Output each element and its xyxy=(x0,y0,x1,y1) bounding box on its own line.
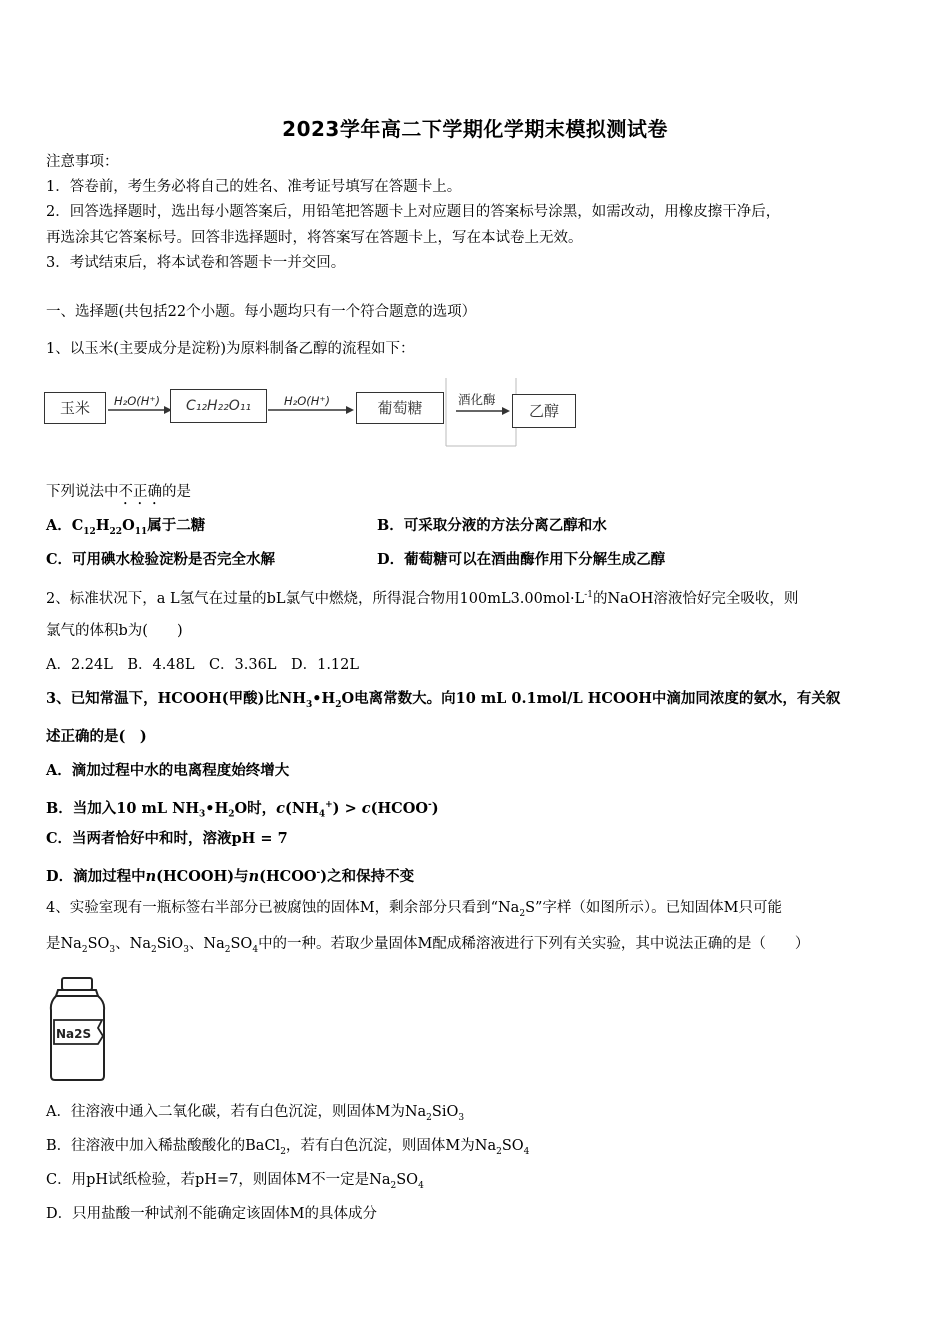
subscript: 2 xyxy=(390,1180,397,1191)
subscript: 2 xyxy=(81,944,88,955)
text: ，若有白色沉淀，则固体M为Na xyxy=(285,1138,497,1154)
subscript: 2 xyxy=(228,809,235,820)
bottle-label-text: Na2S xyxy=(56,1027,92,1041)
q1-option-b: B．可采取分液的方法分离乙醇和水 xyxy=(377,517,607,534)
notice-item-3: 3．考试结束后，将本试卷和答题卡一并交回。 xyxy=(46,255,346,271)
superscript: -1 xyxy=(584,590,593,600)
subscript: 2 xyxy=(496,1146,502,1157)
subscript: 3 xyxy=(183,944,189,955)
subscript: 2 xyxy=(224,944,231,955)
text: 2、标准状况下，a L氢气在过量的bL氯气中燃烧，所得混合物用100mL3.00mol·L xyxy=(46,590,585,607)
subscript: 4 xyxy=(523,1146,530,1157)
subscript: 22 xyxy=(109,526,123,537)
subscript: 2 xyxy=(280,1146,286,1157)
subscript: 4 xyxy=(252,944,259,955)
q4-stem xyxy=(46,898,782,924)
text: O时， xyxy=(234,799,277,817)
text: 、Na xyxy=(115,936,151,952)
q1-prompt-emphasis: 不正确 xyxy=(118,484,162,500)
text: (HCOO xyxy=(370,799,428,817)
flow-arrow-label-2: H₂O(H⁺) xyxy=(284,394,330,408)
text: 3、已知常温下，HCOOH(甲酸)比NH xyxy=(46,690,306,707)
flow-box-corn: 玉米 xyxy=(44,392,106,424)
q4-option-c xyxy=(46,1170,424,1196)
superscript: - xyxy=(316,868,321,878)
q1-option-c: C．可用碘水检验淀粉是否完全水解 xyxy=(46,551,276,568)
text: ) > xyxy=(332,799,362,817)
text: 、Na xyxy=(188,936,225,952)
subscript: 2 xyxy=(150,944,157,955)
text: 是Na xyxy=(46,936,82,952)
text: ) xyxy=(431,799,439,817)
notice-item-2: 2．回答选择题时，选出每小题答案后，用铅笔把答题卡上对应题目的答案标号涂黑，如需改动，用橡皮擦干净后， xyxy=(46,204,781,220)
flow-box-disaccharide: C₁₂H₂₂O₁₁ xyxy=(170,389,267,423)
q3-option-b xyxy=(46,795,439,825)
q1-stem: 1、以玉米(主要成分是淀粉)为原料制备乙醇的流程如下： xyxy=(46,341,415,357)
text: 属于二糖 xyxy=(147,517,206,534)
italic-var: c xyxy=(361,799,371,817)
subscript: 2 xyxy=(519,908,526,919)
flow-arrow-label-1: H₂O(H⁺) xyxy=(114,394,160,408)
subscript: 4 xyxy=(418,1180,424,1191)
text: 的NaOH溶液恰好完全吸收，则 xyxy=(593,590,799,607)
q4-stem-cont xyxy=(46,934,809,960)
text: )之和保持不变 xyxy=(320,867,415,885)
subscript: 2 xyxy=(426,1112,432,1123)
subscript: 3 xyxy=(199,809,206,820)
superscript: - xyxy=(427,800,432,810)
q3-option-c: C．当两者恰好中和时，溶液pH = 7 xyxy=(46,830,288,847)
subscript: 4 xyxy=(318,809,326,820)
flow-arrows xyxy=(44,378,584,448)
text: A．C xyxy=(46,517,84,534)
flow-arrow-label-3: 酒化酶 xyxy=(458,392,496,407)
text: (HCOO xyxy=(259,867,317,885)
page-title: 2023学年高二下学期化学期末模拟测试卷 xyxy=(282,117,668,141)
notice-item-1: 1．答卷前，考生务必将自己的姓名、准考证号填写在答题卡上。 xyxy=(46,179,462,195)
text: O电离常数大。向10 mL 0.1mol/L HCOOH中滴加同浓度的氨水，有关叙 xyxy=(341,690,841,707)
superscript: + xyxy=(325,800,333,810)
q4-option-b xyxy=(46,1136,529,1162)
text: 4、实验室现有一瓶标签右半部分已被腐蚀的固体M，剩余部分只看到“Na xyxy=(46,900,520,916)
text: SiO xyxy=(156,936,184,952)
q1-option-a xyxy=(46,516,205,542)
q4-option-a xyxy=(46,1102,464,1128)
text: (NH xyxy=(285,799,319,817)
text: C．用pH试纸检验，若pH=7，则固体M不一定是Na xyxy=(46,1172,391,1188)
q2-stem-cont: 氯气的体积b为( ) xyxy=(46,623,183,639)
q1-prompt xyxy=(46,482,191,508)
text: B．往溶液中加入稀盐酸酸化的BaCl xyxy=(46,1138,281,1154)
text: •H xyxy=(312,690,336,707)
bottle-drawing xyxy=(46,976,110,1084)
q3-option-d xyxy=(46,863,414,887)
q1-prompt-part: 的是 xyxy=(162,484,191,500)
text: S”字样（如图所示）。已知固体M只可能 xyxy=(525,900,783,916)
text: D．滴加过程中 xyxy=(46,867,146,885)
text: (HCOOH)与 xyxy=(156,867,249,885)
subscript: 3 xyxy=(305,699,313,710)
text: •H xyxy=(205,799,229,817)
text: A．往溶液中通入二氧化碳，若有白色沉淀，则固体M为Na xyxy=(46,1104,427,1120)
notice-item-2-cont: 再选涂其它答案标号。回答非选择题时，将答案写在答题卡上，写在本试卷上无效。 xyxy=(46,230,583,246)
text: B．当加入10 mL NH xyxy=(46,799,200,817)
flow-box-ethanol: 乙醇 xyxy=(512,394,576,428)
flow-box-glucose: 葡萄糖 xyxy=(356,392,444,424)
section-heading: 一、选择题(共包括22个小题。每小题均只有一个符合题意的选项） xyxy=(46,304,477,320)
subscript: 3 xyxy=(458,1112,465,1123)
subscript: 2 xyxy=(335,699,342,710)
q1-flow-diagram xyxy=(44,378,584,448)
q3-option-a: A．滴加过程中水的电离程度始终增大 xyxy=(46,762,290,779)
text: SO xyxy=(396,1172,419,1188)
text: O xyxy=(122,517,135,534)
text: SO xyxy=(501,1138,524,1154)
q2-stem xyxy=(46,585,798,609)
q4-option-d: D．只用盐酸一种试剂不能确定该固体M的具体成分 xyxy=(46,1206,377,1222)
q3-stem xyxy=(46,689,840,715)
notice-heading: 注意事项： xyxy=(46,154,119,170)
text: SO xyxy=(230,936,253,952)
q3-stem-cont: 述正确的是( ) xyxy=(46,728,147,745)
q2-options: A．2.24L B．4.48L C．3.36L D．1.12L xyxy=(46,657,360,673)
italic-var: n xyxy=(145,867,157,885)
text: SO xyxy=(87,936,110,952)
reagent-bottle-figure xyxy=(46,976,110,1084)
subscript: 11 xyxy=(134,526,148,537)
italic-var: n xyxy=(248,867,260,885)
italic-var: c xyxy=(276,799,286,817)
subscript: 12 xyxy=(83,526,96,537)
q1-prompt-part: 下列说法中 xyxy=(46,484,119,500)
text: 中的一种。若取少量固体M配成稀溶液进行下列有关实验，其中说法正确的是（ ） xyxy=(258,936,810,952)
q1-option-d: D．葡萄糖可以在酒曲酶作用下分解生成乙醇 xyxy=(377,551,666,568)
subscript: 3 xyxy=(109,944,116,955)
text: SiO xyxy=(431,1104,459,1120)
text: H xyxy=(95,517,110,534)
